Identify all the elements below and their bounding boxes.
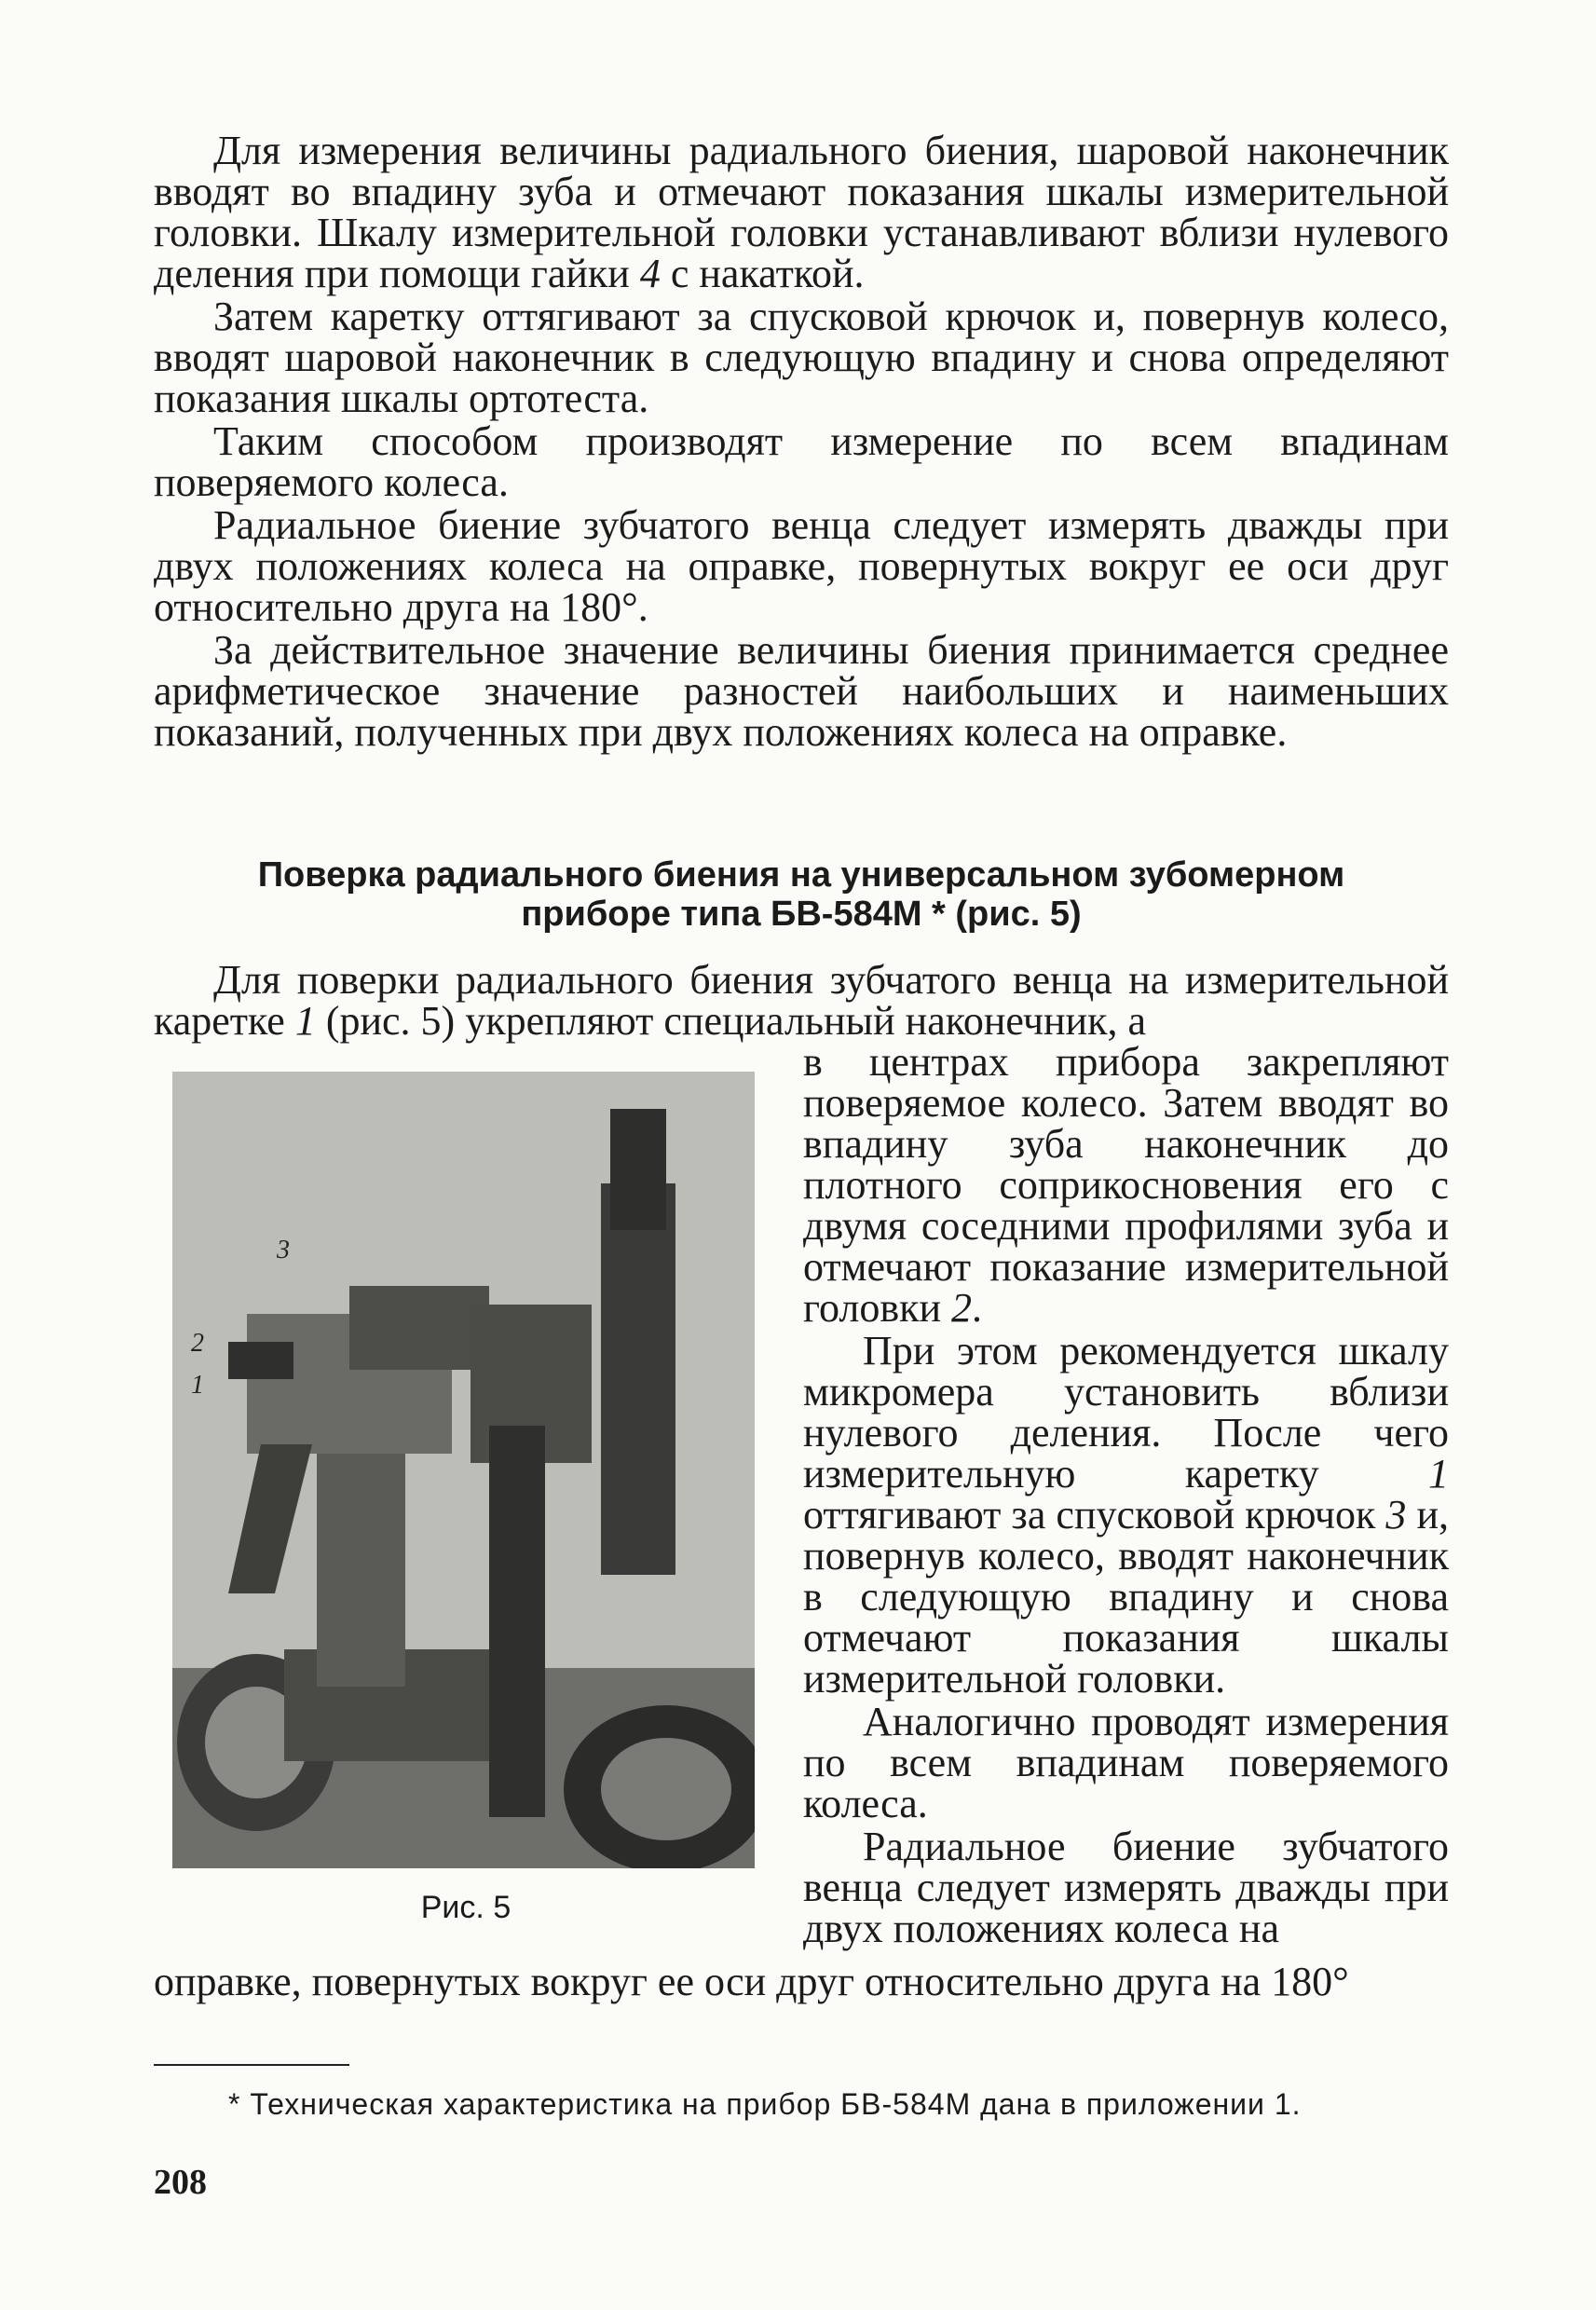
figure-label-1: 1 — [191, 1371, 204, 1400]
device-photo — [172, 1072, 755, 1868]
paragraph: Радиальное биение зубчатого венца следует измерять дважды при двух положениях колеса на — [803, 1824, 1449, 1951]
figure-caption: Рис. 5 — [420, 1890, 512, 1925]
paragraph: При этом рекомендуется шкалу микромера установить вблизи нулевого деления. После чего измерительную каретку 1 оттягивают за спусковой крючок 3 и, повернув колесо, вводят наконечник в следующую впадину и снова отмечают показания шкалы измерительной головки. — [803, 1328, 1449, 1702]
figure-photo — [172, 1072, 755, 1868]
section-first-paragraph — [154, 957, 1449, 1044]
section-heading: Поверка радиального биения на универсальном зубомерном приборе типа БВ-584М * (рис. 5) — [257, 855, 1345, 934]
figure-label-2: 2 — [191, 1329, 204, 1358]
intro-text — [154, 130, 1449, 755]
paragraph: в центрах прибора закрепляют поверяемое колесо. Затем вводят во впадину зуба наконечник до плотного соприкосновения его с двумя соседними профилями зуба и отмечают показание измерительной головки 2. — [803, 1039, 1449, 1331]
section-tail — [154, 1961, 1449, 2002]
ref-number: 1 — [1428, 1451, 1449, 1497]
ref-number: 2 — [951, 1285, 973, 1331]
paragraph: оправке, повернутых вокруг ее оси друг относительно друга на 180° — [154, 1959, 1349, 2004]
figure-label-3: 3 — [277, 1236, 290, 1264]
paragraph: Аналогично проводят измерения по всем впадинам поверяемого колеса. — [803, 1699, 1449, 1826]
ref-number: 1 — [294, 998, 316, 1044]
ref-number: 3 — [1385, 1492, 1407, 1538]
paragraph: Для поверки радиального биения зубчатого венца на измерительной каретке 1 (рис. 5) укрепляют специальный наконечник, а — [154, 957, 1449, 1044]
paragraph: Таким способом производят измерение по всем впадинам поверяемого колеса. — [154, 418, 1449, 505]
paragraph: Радиальное биение зубчатого венца следует измерять дважды при двух положениях колеса на оправке, повернутых вокруг ее оси друг относительно друга на 180°. — [154, 502, 1449, 630]
footnote: * Техническая характеристика на прибор БВ-584М дана в приложении 1. — [228, 2087, 1302, 2121]
paragraph: Затем каретку оттягивают за спусковой крючок и, повернув колесо, вводят шаровой наконечник в следующую впадину и снова определяют показания шкалы ортотеста. — [154, 294, 1449, 421]
footnote-divider — [154, 2064, 349, 2066]
ref-number: 4 — [639, 251, 661, 296]
page-number: 208 — [154, 2163, 207, 2202]
paragraph: Для измерения величины радиального биения, шаровой наконечник вводят во впадину зуба и отмечают показания шкалы измерительной головки. Шкалу измерительной головки устанавливают вблизи нулевого деления при помощи гайки 4 с накаткой. — [154, 128, 1449, 296]
paragraph: За действительное значение величины биения принимается среднее арифметическое значение разностей наибольших и наименьших показаний, полученных при двух положениях колеса на оправке. — [154, 627, 1449, 755]
section-right-column — [803, 1039, 1449, 1951]
